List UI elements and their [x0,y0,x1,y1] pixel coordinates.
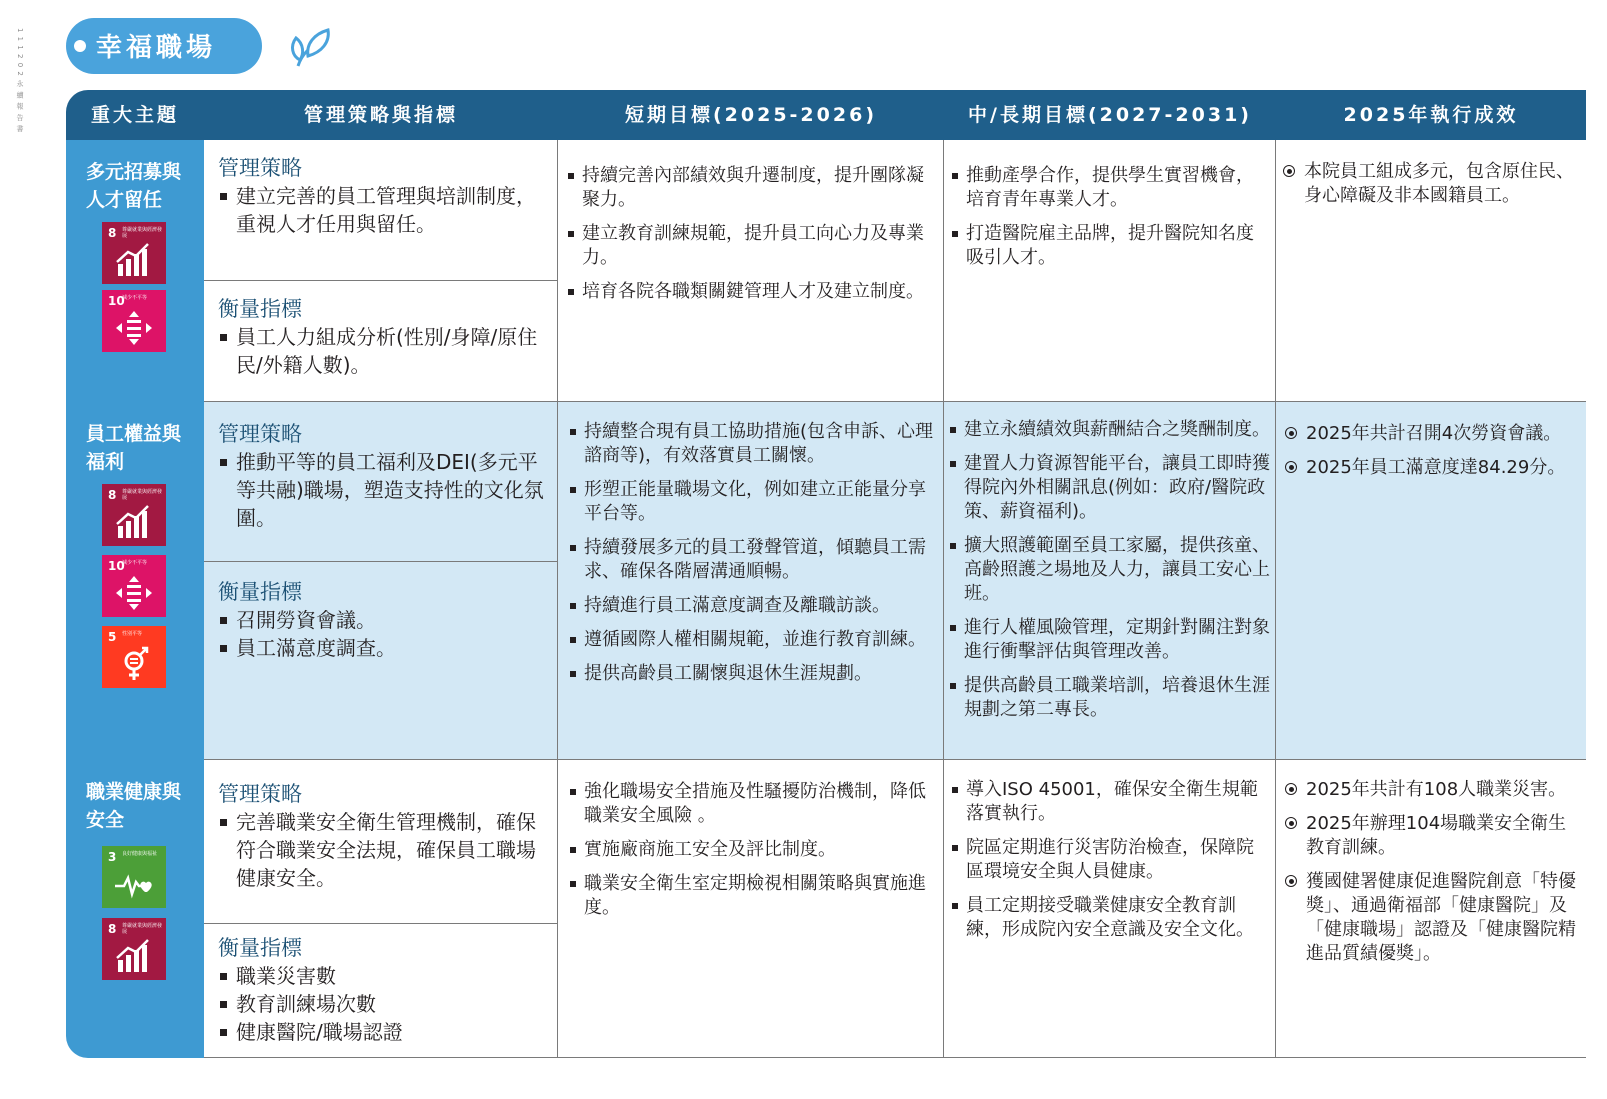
heartbeat-icon [114,866,154,902]
list-item: 院區定期進行災害防治檢查，保障院區環境安全與人員健康。 [950,836,1271,884]
list-item: 建置人力資源智能平台，讓員工即時獲得院內外相關訊息(例如：政府/醫院政策、薪資福利)。 [948,452,1271,524]
sdg-10-badge: 10 減少不平等 [102,290,166,352]
strategy-label: 管理策略 [218,782,302,806]
list-item: 員工定期接受職業健康安全教育訓練，形成院內安全意識及安全文化。 [950,894,1271,942]
metric-cell [204,924,558,1058]
list-item: 推動產學合作，提供學生實習機會，培育青年專業人才。 [950,164,1269,212]
list-item: 遵循國際人權相關規範，並進行教育訓練。 [568,628,937,652]
materiality-table [66,90,1586,1080]
list-item: 強化職場安全措施及性騷擾防治機制，降低職業安全風險 。 [568,780,937,828]
list-item: 建立永續績效與薪酬結合之獎酬制度。 [948,418,1271,442]
column-header-topic: 重大主題 [90,104,179,126]
list-item: 培育各院各職類關鍵管理人才及建立制度。 [566,280,937,304]
strategy-cell [204,140,558,281]
topic-cell [66,140,204,402]
list-item: 推動平等的員工福利及DEI(多元平等共融)職場，塑造支持性的文化氛圍。 [218,448,549,532]
sdg-8-badge: 8 尊嚴就業與經濟發展 [102,918,166,980]
column-header-short-term: 短期目標(2025-2026) [624,104,877,126]
strategy-label: 管理策略 [218,156,302,180]
growth-chart-icon [114,504,154,540]
short-term-cell [558,140,944,402]
list-item: 完善職業安全衛生管理機制，確保符合職業安全法規，確保員工職場健康安全。 [218,808,549,892]
metric-cell [204,281,558,402]
list-item: 提供高齡員工職業培訓，培養退休生涯規劃之第二專長。 [948,674,1271,722]
sdg-8-badge: 8 尊嚴就業與經濟發展 [102,484,166,546]
list-item: 提供高齡員工關懷與退休生涯規劃。 [568,662,937,686]
sdg-8-badge: 8 尊嚴就業與經濟發展 [102,222,166,284]
metric-label: 衡量指標 [218,936,302,960]
short-term-cell [558,402,944,760]
short-term-cell [558,760,944,1058]
results-cell [1276,760,1586,1058]
list-item: 健康醫院/職場認證 [218,1018,549,1046]
list-item: 2025年辦理104場職業安全衛生教育訓練。 [1284,812,1580,860]
list-item: 員工人力組成分析(性別/身障/原住民/外籍人數)。 [218,323,549,379]
sdg-5-badge: 5 性別平等 [102,626,166,688]
sdg-10-badge: 10 減少不平等 [102,555,166,617]
long-term-cell [944,402,1276,760]
list-item: 2025年員工滿意度達84.29分。 [1284,456,1580,480]
growth-chart-icon [114,242,154,278]
bullet-dot-icon [74,40,86,52]
metric-label: 衡量指標 [218,297,302,321]
list-item: 實施廠商施工安全及評比制度。 [568,838,937,862]
sdg-3-badge: 3 良好健康與福祉 [102,846,166,908]
list-item: 召開勞資會議。 [218,606,549,634]
side-margin-text: 1 1 1 2 0 2 永 續 報 告 書 [16,28,24,133]
column-header-long-term: 中/長期目標(2027-2031) [968,104,1252,126]
topic-title: 多元招募與人才留任 [86,161,182,211]
equality-arrows-icon [114,575,154,611]
gender-equality-icon [114,646,154,682]
results-cell [1276,140,1586,402]
list-item: 2025年共計有108人職業災害。 [1284,778,1580,802]
list-item: 獲國健署健康促進醫院創意「特優獎」、通過衛福部「健康醫院」及「健康職場」認證及「健康醫院精進品質績優獎」。 [1284,870,1580,966]
list-item: 職業安全衛生室定期檢視相關策略與實施進度。 [568,872,937,920]
long-term-cell [944,760,1276,1058]
metric-cell [204,562,558,760]
section-title: 幸福職場 [96,33,217,63]
list-item: 職業災害數 [218,962,549,990]
results-cell [1276,402,1586,760]
list-item: 建立完善的員工管理與培訓制度，重視人才任用與留任。 [218,182,549,238]
list-item: 進行人權風險管理，定期針對關注對象進行衝擊評估與管理改善。 [948,616,1271,664]
list-item: 持續進行員工滿意度調查及離職訪談。 [568,594,937,618]
table-header-row [66,90,1586,140]
list-item: 擴大照護範圍至員工家屬，提供孩童、高齡照護之場地及人力，讓員工安心上班。 [948,534,1271,606]
strategy-cell [204,402,558,562]
growth-chart-icon [114,938,154,974]
list-item: 本院員工組成多元，包含原住民、身心障礙及非本國籍員工。 [1282,160,1580,208]
topic-title: 員工權益與福利 [86,423,182,473]
list-item: 持續整合現有員工協助措施(包含申訴、心理諮商等)，有效落實員工關懷。 [568,420,937,468]
list-item: 2025年共計召開4次勞資會議。 [1284,422,1580,446]
equality-arrows-icon [114,310,154,346]
strategy-cell [204,760,558,924]
list-item: 持續完善內部績效與升遷制度，提升團隊凝聚力。 [566,164,937,212]
column-header-strategy: 管理策略與指標 [303,104,458,126]
list-item: 持續發展多元的員工發聲管道，傾聽員工需求、確保各階層溝通順暢。 [568,536,937,584]
metric-label: 衡量指標 [218,580,302,604]
topic-cell [66,760,204,1058]
strategy-label: 管理策略 [218,422,302,446]
list-item: 導入ISO 45001，確保安全衛生規範落實執行。 [950,778,1271,826]
leaf-sprout-icon [288,26,338,70]
topic-cell [66,402,204,760]
list-item: 打造醫院雇主品牌，提升醫院知名度吸引人才。 [950,222,1269,270]
list-item: 形塑正能量職場文化，例如建立正能量分享平台等。 [568,478,937,526]
topic-title: 職業健康與安全 [86,781,182,831]
list-item: 教育訓練場次數 [218,990,549,1018]
column-header-results: 2025年執行成效 [1343,104,1519,126]
section-title-pill [66,18,262,74]
list-item: 員工滿意度調查。 [218,634,549,662]
long-term-cell [944,140,1276,402]
list-item: 建立教育訓練規範，提升員工向心力及專業力。 [566,222,937,270]
